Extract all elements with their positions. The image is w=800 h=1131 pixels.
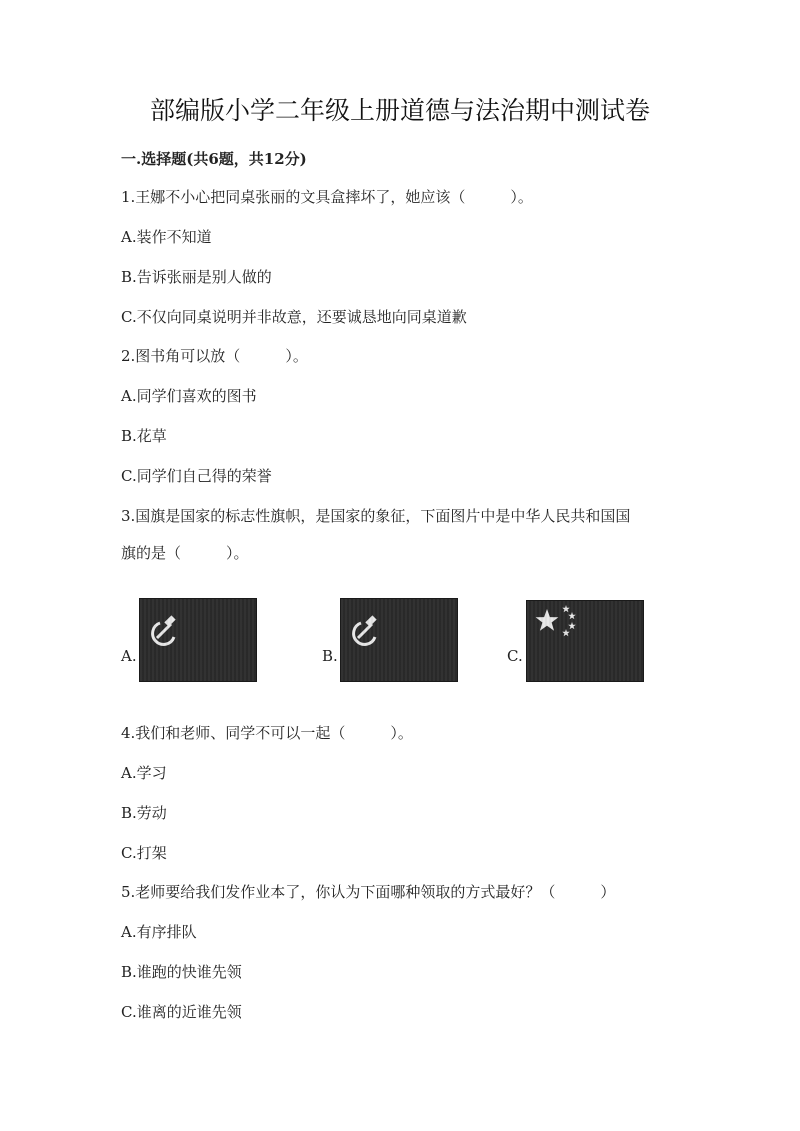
question-3-option-a: A.: [121, 647, 137, 665]
question-3-stem-line1: 3.国旗是国家的标志性旗帜，是国家的象征，下面图片中是中华人民共和国国: [121, 507, 631, 525]
question-1-option-c: C.不仅向同桌说明并非故意，还要诚恳地向同桌道歉: [121, 308, 467, 326]
question-4-option-b: B.劳动: [121, 804, 167, 822]
section-heading: 一.选择题(共6题，共12分): [121, 150, 307, 168]
question-2-stem: 2.图书角可以放（ ）。: [121, 347, 308, 365]
hammer-sickle-flag-icon: [340, 598, 458, 682]
question-3-option-b: B.: [322, 647, 338, 665]
question-2-option-b: B.花草: [121, 427, 167, 445]
question-4-option-c: C.打架: [121, 844, 167, 862]
question-3-option-c: C.: [507, 647, 523, 665]
question-4-stem: 4.我们和老师、同学不可以一起（ ）。: [121, 724, 413, 742]
hammer-sickle-flag-icon: [139, 598, 257, 682]
question-4-option-a: A.学习: [121, 764, 167, 782]
five-star-flag-icon: [526, 600, 644, 682]
question-2-option-a: A.同学们喜欢的图书: [121, 387, 257, 405]
question-1-stem: 1.王娜不小心把同桌张丽的文具盒摔坏了，她应该（ ）。: [121, 188, 533, 206]
question-1-option-b: B.告诉张丽是别人做的: [121, 268, 272, 286]
question-2-option-c: C.同学们自己得的荣誉: [121, 467, 272, 485]
question-5-option-c: C.谁离的近谁先领: [121, 1003, 242, 1021]
question-5-option-b: B.谁跑的快谁先领: [121, 963, 242, 981]
question-5-stem: 5.老师要给我们发作业本了，你认为下面哪种领取的方式最好？（ ）: [121, 883, 616, 901]
page-title: 部编版小学二年级上册道德与法治期中测试卷: [149, 96, 650, 125]
question-5-option-a: A.有序排队: [121, 923, 197, 941]
question-1-option-a: A.装作不知道: [121, 228, 212, 246]
question-3-stem-line2: 旗的是（ ）。: [121, 544, 249, 562]
